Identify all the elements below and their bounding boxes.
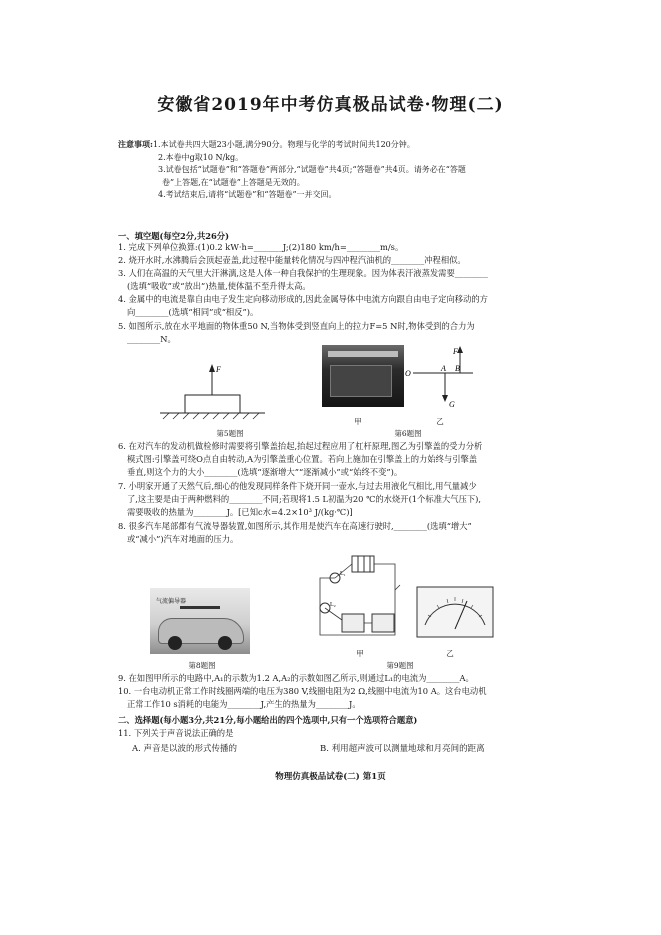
figure-6-label-yi: 乙 (436, 417, 444, 426)
page-footer: 物理仿真极品试卷(二) 第1页 (275, 772, 386, 782)
spoiler-wing (180, 606, 220, 609)
note-line-3a: 3.试卷包括“试题卷”和“答题卷”两部分,“试题卷”共4页;“答题卷”共4页。请务必在“答题 (158, 165, 466, 174)
question-8-line-2: 或“减小”)汽车对地面的压力。 (127, 534, 239, 544)
block-object (185, 395, 240, 413)
engine-hood-edge (328, 351, 398, 357)
figure-6-photo (322, 345, 404, 407)
question-5-line-2: ________N。 (127, 334, 176, 344)
point-O-label: O (405, 369, 411, 378)
note-line-4: 4.考试结束后,请将“试题卷”和“答题卷”一并交回。 (158, 190, 337, 199)
question-11: 11. 下列关于声音说法正确的是 (118, 728, 234, 738)
question-9: 9. 在如图甲所示的电路中,A₁的示数为1.2 A,A₂的示数如图乙所示,则通过L₁的电流为________A。 (118, 673, 474, 683)
L2-label: L₂ (330, 602, 336, 608)
question-1: 1. 完成下列单位换算:(1)0.2 kW·h=_______J;(2)180 km/h=________m/s。 (118, 242, 404, 252)
question-10-line-2: 正常工作10 s消耗的电能为________J,产生的热量为________J。 (127, 699, 361, 709)
figure-6-caption: 第6题图 (394, 429, 422, 438)
note-line-2: 2.本卷中g取10 N/kg。 (158, 152, 244, 162)
ammeter-A1 (342, 614, 364, 632)
L1-label: L₁ (340, 571, 346, 577)
figure-9-circuit (300, 550, 420, 650)
gravity-arrow-head (442, 395, 448, 402)
ammeter-A2 (372, 614, 394, 632)
question-2: 2. 烧开水时,水沸腾后会顶起壶盖,此过程中能量转化情况与四冲程汽油机的________冲程相似。 (118, 255, 466, 265)
point-A-label: A (441, 364, 446, 373)
question-11-option-a: A. 声音是以波的形式传播的 (132, 744, 238, 754)
force-arrow-head (209, 364, 215, 372)
question-4-line-2: 向________(选填“相同”或“相反”)。 (127, 307, 259, 317)
figure-6-diagram (405, 345, 480, 415)
dial-frame (417, 587, 493, 637)
car-wheel-rear (168, 636, 182, 650)
question-11-option-b: B. 利用超声波可以测量地球和月亮间的距离 (320, 744, 485, 754)
figure-5 (155, 350, 275, 425)
section-multiple-choice: 二、选择题(每小题3分,共21分,每小题给出的四个选项中,只有一个选项符合题意) (118, 715, 418, 725)
figure-9-label-jia: 甲 (356, 649, 364, 658)
exam-title: 安徽省2019年中考仿真极品试卷·物理(二) (157, 95, 504, 115)
notes-label: 注意事项: (118, 139, 153, 149)
force-F-label: F (453, 347, 458, 356)
question-6-line-2: 模式图:引擎盖可绕O点自由转动,A为引擎盖重心位置。若向上施加在引擎盖上的力始终与引擎盖 (127, 454, 478, 464)
section-fill-in: 一、填空题(每空2分,共26分) (118, 231, 230, 241)
question-3-line-1: 3. 人们在高温的天气里大汗淋漓,这是人体一种自我保护的生理现象。因为体表汗液蒸发需要________ (118, 268, 488, 278)
figure-9-label-yi: 乙 (446, 649, 454, 658)
note-line-3b: 卷”上答题,在“试题卷”上答题是无效的。 (162, 177, 305, 187)
spoiler-label: 气流偏导器 (156, 599, 187, 605)
question-5-line-1: 5. 如图所示,放在水平地面的物体重50 N,当物体受到竖直向上的拉力F=5 N时,物体受到的合力为 (118, 321, 475, 331)
force-F-head (457, 346, 463, 353)
question-8-line-1: 8. 很多汽车尾部都有气流导器装置,如图所示,其作用是使汽车在高速行驶时,________(选填“增大” (118, 521, 472, 531)
figure-9-ammeter-dial (415, 585, 495, 640)
point-B-label: B (455, 364, 460, 373)
engine-bay (330, 365, 392, 397)
question-7-line-2: 了,这主要是由于两种燃料的________不同;若现将1.5 L初温为20 ℃的水烧开(1个标准大气压下), (127, 494, 482, 504)
question-3-line-2: (选填“吸收”或“放出”)热量,使体温不至升得太高。 (127, 281, 311, 291)
notes-block (118, 138, 558, 202)
question-7-line-1: 7. 小明家开通了天然气后,细心的他发现同样条件下烧开同一壶水,与过去用液化气相比,用气量减少 (118, 481, 477, 491)
note-line-1: 1.本试卷共四大题23小题,满分90分。物理与化学的考试时间共120分钟。 (152, 140, 415, 149)
figure-5-caption: 第5题图 (216, 429, 244, 438)
car-wheel-front (218, 636, 232, 650)
figure-6-label-jia: 甲 (354, 417, 362, 426)
figure-9-caption: 第9题图 (386, 661, 414, 670)
force-label: F (216, 365, 221, 374)
question-7-line-3: 需要吸收的热量为________J。[已知c水=4.2×10³ J/(kg·℃)] (127, 507, 353, 517)
gravity-label: G (449, 400, 455, 409)
figure-8-photo (150, 588, 250, 654)
ground-hatch (163, 413, 259, 419)
question-6-line-1: 6. 在对汽车的发动机做检修时需要将引擎盖抬起,抬起过程应用了杠杆原理,图乙为引擎盖的受力分析 (118, 441, 483, 451)
question-6-line-3: 垂直,则这个力的大小________(选填“逐渐增大”“逐渐减小”或“始终不变”)。 (127, 467, 403, 477)
question-4-line-1: 4. 金属中的电流是靠自由电子发生定向移动形成的,因此金属导体中电流方向跟自由电子定向移动的方 (118, 294, 488, 304)
question-10-line-1: 10. 一台电动机正常工作时线圈两端的电压为380 V,线圈电阻为2 Ω,线圈中电流为10 A。这台电动机 (118, 686, 487, 696)
battery (352, 556, 374, 572)
figure-8-caption: 第8题图 (188, 661, 216, 670)
